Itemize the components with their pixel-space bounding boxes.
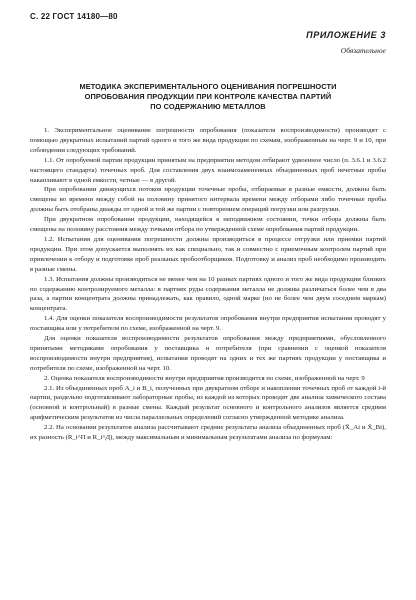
appendix-subtitle: Обязательное [340, 46, 386, 55]
paragraph: 1.1. От опробуемой партии продукции принятым на предприятии методом отбирают удвоенное число (п. 3.6.1 и 3.6.2 настоящего стандарта) точечных проб. Для составления двух взаимозамененных объединенных проб нечетные пробы накапливают в одной емкости, четные — в другой. [30, 156, 386, 184]
appendix-label [306, 30, 386, 55]
paragraph: При опробовании движущихся потоков продукции точечные пробы, отбираемые в разные емкости, должны быть смещены во времени между собой на половину принятого интервала времени между отборами либо точечные пробы должны быть отобраны дважды от одной и той же партии с повторением операций погрузки или разгрузки. [30, 186, 386, 214]
title-line: МЕТОДИКА ЭКСПЕРИМЕНТАЛЬНОГО ОЦЕНИВАНИЯ ПОГРЕШНОСТИ [79, 82, 337, 91]
title-line: ПО СОДЕРЖАНИЮ МЕТАЛЛОВ [150, 101, 266, 111]
paragraph: 1. Экспериментальное оценивание погрешности опробования (показателя воспроизводимости) производят с помощью двукратных испытаний партий одного и того же вида продукции по схемам, изображенным на черт. 9 и 10, при соблюдении следующих требований. [30, 127, 386, 154]
title-line: ОПРОБОВАНИЯ ПРОДУКЦИИ ПРИ КОНТРОЛЕ КАЧЕСТВА ПАРТИЙ [84, 91, 332, 101]
paragraph: 1.2. Испытания для оценивания погрешности должны производиться в процессе отгрузки или приемки партий продукции. При этом допускается выполнять их как специально, так и совместно с приемочным контролем партий при привлечении к отбору и подготовке проб реальных пробоотборщиков. Подготовку и анализ проб необходимо производить в разные смены. [30, 235, 386, 273]
document-body [30, 126, 386, 443]
paragraph: 2.2. На основании результатов анализа рассчитывают средние результаты анализа объединенных проб (X̄_Ai и X̄_Bi), их разность (R_i^П и R_i^Д), между максимальным и минимальным результатами анализа по формулам: [30, 424, 386, 442]
paragraph: 1.3. Испытания должны производиться не менее чем на 10 разных партиях одного и того же вида продукции близких по содержанию контролируемого металла: в партиях руды содержания металла не должны различаться более чем в два раза, а партии концентрата должны принадлежать, как правило, одной марке (но не более чем двум соседним маркам) концентрата. [30, 275, 386, 313]
document-title [30, 82, 386, 111]
paragraph: 2.1. Из объединенных проб A_i и B_i, полученных при двукратном отборе и накоплении точечных проб от каждой i-й партии, раздельно подготавливают лабораторные пробы, из каждой из которых проводят две анализа химического состава (основной и контрольный) в разные смены. Каждый результат основного и контрольного анализов является средним арифметическим результатов из числа параллельных определений согласно утвержденной методике анализа. [30, 384, 386, 422]
paragraph: При двукратном опробовании продукции, находящейся в неподвижном состоянии, точки отбора должны быть смещены на половину расстояния между точками отбора по утвержденной схеме опробования партий продукции. [30, 216, 386, 234]
page-header: С. 22 ГОСТ 14180—80 [30, 12, 118, 21]
appendix-title: ПРИЛОЖЕНИЕ 3 [306, 30, 386, 40]
paragraph: 2. Оценка показателя воспроизводимости внутри предприятия производится по схеме, изображенной на черт. 9 [44, 374, 365, 382]
paragraph: 1.4. Для оценки показателя воспроизводимости результатов опробования внутри предприятия испытания проводят у поставщика или у потребителя по схеме, изображенной на черт. 9. [30, 315, 386, 333]
paragraph: Для оценки показателя воспроизводимости результатов опробования между предприятиями, обусловленного принятыми методиками опробования у поставщика и потребителя (при сравнении с оценкой показателя воспроизводимости внутри предприятия), испытания проводят на одних и тех же партиях продукции у поставщика и потребителя по схеме, изображенной на черт. 10. [30, 335, 386, 372]
